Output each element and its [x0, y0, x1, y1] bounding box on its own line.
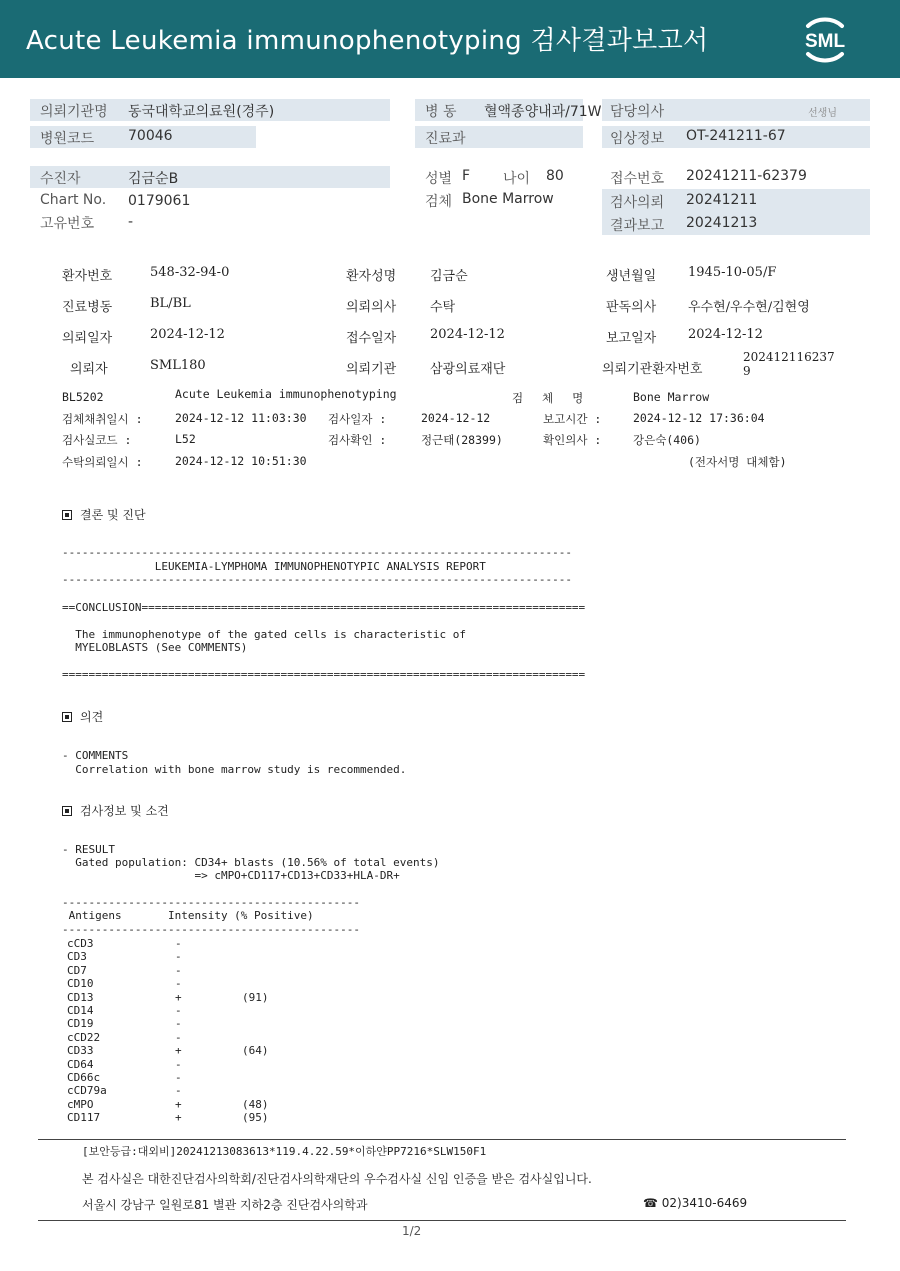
dept-label: 진료과 — [425, 131, 466, 147]
antigen-percent: (95) — [242, 1111, 269, 1125]
request-value: 20241211 — [686, 192, 758, 208]
antigen-percent: (48) — [242, 1097, 269, 1111]
confirm-label: 검사확인 : — [328, 433, 387, 447]
doctor-label: 담당의사 — [610, 104, 665, 120]
antigen-name: cCD22 — [67, 1030, 101, 1044]
antigen-name: cMPO — [67, 1097, 94, 1111]
collect-value: 2024-12-12 11:03:30 — [175, 411, 307, 425]
report-title: Acute Leukemia immunophenotyping 검사결과보고서 — [26, 26, 709, 56]
antigen-name: CD13 — [67, 990, 94, 1004]
antigen-row — [67, 1004, 287, 1017]
sml-logo — [796, 12, 854, 66]
form-rpt-date-label: 보고일자 — [606, 331, 657, 346]
form-ward: BL/BL — [150, 296, 191, 311]
specimen-label: 검체 — [425, 194, 453, 210]
test-name: Acute Leukemia immunophenotyping — [175, 387, 397, 401]
comments-line-1: - COMMENTS — [62, 749, 129, 762]
clinical-value: OT-241211-67 — [686, 128, 786, 144]
lab-code-value: L52 — [175, 432, 196, 446]
patient-value: 김금순B — [128, 171, 179, 187]
institution-label: 의뢰기관명 — [40, 104, 108, 120]
antigen-name: CD14 — [67, 1004, 94, 1017]
section-conclusion-title: 결론 및 진단 — [80, 508, 146, 522]
conclusion-line-2: MYELOBLASTS (See COMMENTS) — [62, 641, 248, 654]
report-time-value: 2024-12-12 17:36:04 — [633, 411, 765, 425]
patient-label: 수진자 — [40, 171, 81, 187]
page-number: 1/2 — [402, 1224, 422, 1238]
collect-label: 검체채취일시 : — [62, 412, 143, 426]
antigen-row — [67, 1044, 287, 1057]
report-time-label: 보고시간 : — [543, 412, 602, 426]
esign-note: (전자서명 대체함) — [688, 455, 787, 469]
section-bullet-icon — [62, 510, 72, 520]
test-date-value: 2024-12-12 — [421, 411, 491, 425]
footer-rule-top — [38, 1139, 846, 1140]
footer-address: 서울시 강남구 일원로81 별관 지하2층 진단검사의학과 — [82, 1198, 368, 1212]
footer-phone: ☎ 02)3410-6469 — [643, 1196, 748, 1210]
req-time-label: 수탁의뢰일시 : — [62, 455, 143, 469]
specimen-value: Bone Marrow — [462, 191, 554, 207]
antigen-row — [67, 1111, 287, 1124]
antigen-intensity: + — [175, 1111, 182, 1125]
antigen-row — [67, 1084, 287, 1097]
antigen-intensity: - — [175, 1030, 182, 1044]
ward-value: 혈액종양내과/71W — [484, 104, 602, 120]
section-opinion — [62, 708, 103, 725]
unique-label: 고유번호 — [40, 216, 95, 232]
confirm-doc-label: 확인의사 : — [543, 433, 602, 447]
table-dash-bottom: --------------------------------------------- — [62, 923, 361, 936]
report-header — [0, 0, 900, 78]
antigen-name: CD64 — [67, 1057, 94, 1071]
footer-security: [보안등급:대외비]20241213083613*119.4.22.59*이하얀PP7216*SLW150F1 — [82, 1145, 487, 1158]
sex-value: F — [462, 168, 471, 184]
antigen-name: cCD3 — [67, 937, 94, 950]
lab-code-label: 검사실코드 : — [62, 433, 132, 447]
form-req-date-label: 의뢰일자 — [62, 331, 113, 346]
antigen-intensity: + — [175, 990, 182, 1004]
form-birth: 1945-10-05/F — [688, 265, 777, 280]
receipt-value: 20241211-62379 — [686, 168, 807, 184]
form-req-inst-label: 의뢰기관 — [346, 362, 397, 377]
age-value: 80 — [546, 168, 564, 184]
chart-value: 0179061 — [128, 193, 191, 209]
antigen-percent: (91) — [242, 990, 269, 1004]
antigen-intensity: + — [175, 1044, 182, 1058]
form-rcv-date-label: 접수일자 — [346, 331, 397, 346]
antigen-row — [67, 1017, 287, 1030]
antigen-row — [67, 1058, 287, 1071]
antigen-row — [67, 977, 287, 990]
form-patient-no-label: 환자번호 — [62, 269, 113, 284]
antigen-intensity: + — [175, 1097, 182, 1111]
antigen-name: CD117 — [67, 1111, 101, 1125]
antigen-row — [67, 937, 287, 950]
section-test-info — [62, 802, 169, 819]
antigen-intensity: - — [175, 1084, 182, 1098]
antigen-intensity: - — [175, 1071, 182, 1084]
specimen-name-label: 검 체 명 — [512, 391, 590, 405]
form-rpt-date: 2024-12-12 — [688, 327, 763, 342]
antigen-name: CD66c — [67, 1071, 101, 1084]
report-date-value: 20241213 — [686, 215, 758, 231]
table-dash-top: --------------------------------------------- — [62, 896, 361, 909]
form-req-date: 2024-12-12 — [150, 327, 225, 342]
antigen-row — [67, 1071, 287, 1084]
section-test-info-title: 검사정보 및 소견 — [80, 804, 169, 818]
antigen-name: CD7 — [67, 963, 87, 977]
form-requester: SML180 — [150, 358, 206, 373]
age-label: 나이 — [503, 171, 531, 187]
result-line-2: Gated population: CD34+ blasts (10.56% of total events) — [62, 856, 440, 869]
antigen-name: cCD79a — [67, 1084, 107, 1098]
conclusion-end-line: =============================================================================== — [62, 668, 586, 681]
unique-value: - — [128, 214, 134, 230]
report-dash-1: ----------------------------------------------------------------------------- — [62, 546, 572, 559]
antigen-name: CD33 — [67, 1044, 94, 1058]
comments-line-2: Correlation with bone marrow study is recommended. — [62, 763, 407, 776]
chart-label: Chart No. — [40, 192, 107, 208]
antigen-row — [67, 991, 287, 1004]
antigen-intensity: - — [175, 1057, 182, 1071]
confirm-doc-value: 강은숙(406) — [633, 433, 701, 447]
report-date-label: 결과보고 — [610, 218, 665, 234]
conclusion-line-1: The immunophenotype of the gated cells is characteristic of — [62, 628, 466, 641]
logo-text: SML — [804, 31, 846, 52]
footer-rule-bottom — [38, 1220, 846, 1221]
hospital-code-value: 70046 — [128, 128, 173, 144]
antigen-row — [67, 1098, 287, 1111]
result-line-3: => cMPO+CD117+CD13+CD33+HLA-DR+ — [62, 869, 400, 882]
form-patient-name: 김금순 — [430, 269, 468, 284]
table-header: Antigens Intensity (% Positive) — [62, 909, 314, 922]
bar-patient — [30, 166, 390, 188]
form-reader: 우수현/우수현/김현영 — [688, 300, 810, 315]
form-patient-no: 548-32-94-0 — [150, 265, 230, 280]
request-label: 검사의뢰 — [610, 195, 665, 211]
antigen-name: CD3 — [67, 950, 87, 964]
antigen-row — [67, 964, 287, 977]
antigen-name: CD19 — [67, 1017, 94, 1031]
receipt-label: 접수번호 — [610, 171, 665, 187]
form-inst-patient-no-label: 의뢰기관환자번호 — [602, 362, 703, 377]
sex-label: 성별 — [425, 171, 453, 187]
antigen-intensity: - — [175, 977, 182, 991]
antigen-intensity: - — [175, 950, 182, 964]
antigen-row — [67, 950, 287, 963]
test-date-label: 검사일자 : — [328, 412, 387, 426]
antigen-row — [67, 1031, 287, 1044]
form-ward-label: 진료병동 — [62, 300, 113, 315]
form-req-doctor: 수탁 — [430, 300, 456, 315]
report-dash-2: ----------------------------------------------------------------------------- — [62, 573, 572, 586]
section-conclusion — [62, 506, 146, 523]
hospital-code-label: 병원코드 — [40, 131, 95, 147]
form-inst-patient-no-2: 9 — [743, 364, 751, 378]
section-bullet-icon — [62, 806, 72, 816]
institution-value: 동국대학교의료원(경주) — [128, 104, 275, 120]
antigen-intensity: - — [175, 1017, 182, 1031]
form-req-doctor-label: 의뢰의사 — [346, 300, 397, 315]
test-code: BL5202 — [62, 390, 104, 404]
req-time-value: 2024-12-12 10:51:30 — [175, 454, 307, 468]
section-bullet-icon — [62, 712, 72, 722]
footer-certification: 본 검사실은 대한진단검사의학회/진단검사의학재단의 우수검사실 신임 인증을 받은 검사실입니다. — [82, 1172, 592, 1186]
result-line-1: - RESULT — [62, 843, 115, 856]
section-opinion-title: 의견 — [80, 710, 104, 724]
clinical-label: 임상정보 — [610, 131, 665, 147]
form-reader-label: 판독의사 — [606, 300, 657, 315]
form-inst-patient-no-1: 202412116237 — [743, 350, 835, 364]
form-req-inst: 삼광의료재단 — [430, 362, 506, 377]
antigen-intensity: - — [175, 1004, 182, 1017]
antigen-percent: (64) — [242, 1044, 269, 1058]
form-requester-label: 의뢰자 — [70, 362, 108, 377]
conclusion-header: ==CONCLUSION=================================================================== — [62, 601, 586, 614]
confirm-value: 정근태(28399) — [421, 433, 503, 447]
doctor-suffix: 선생님 — [808, 108, 837, 119]
form-birth-label: 생년월일 — [606, 269, 657, 284]
form-rcv-date: 2024-12-12 — [430, 327, 505, 342]
specimen-name: Bone Marrow — [633, 390, 710, 404]
antigen-intensity: - — [175, 963, 182, 977]
form-patient-name-label: 환자성명 — [346, 269, 397, 284]
antigen-intensity: - — [175, 937, 182, 950]
antigen-name: CD10 — [67, 977, 94, 991]
report-title-line: LEUKEMIA-LYMPHOMA IMMUNOPHENOTYPIC ANALYSIS REPORT — [62, 560, 486, 573]
ward-label: 병 동 — [425, 104, 457, 120]
